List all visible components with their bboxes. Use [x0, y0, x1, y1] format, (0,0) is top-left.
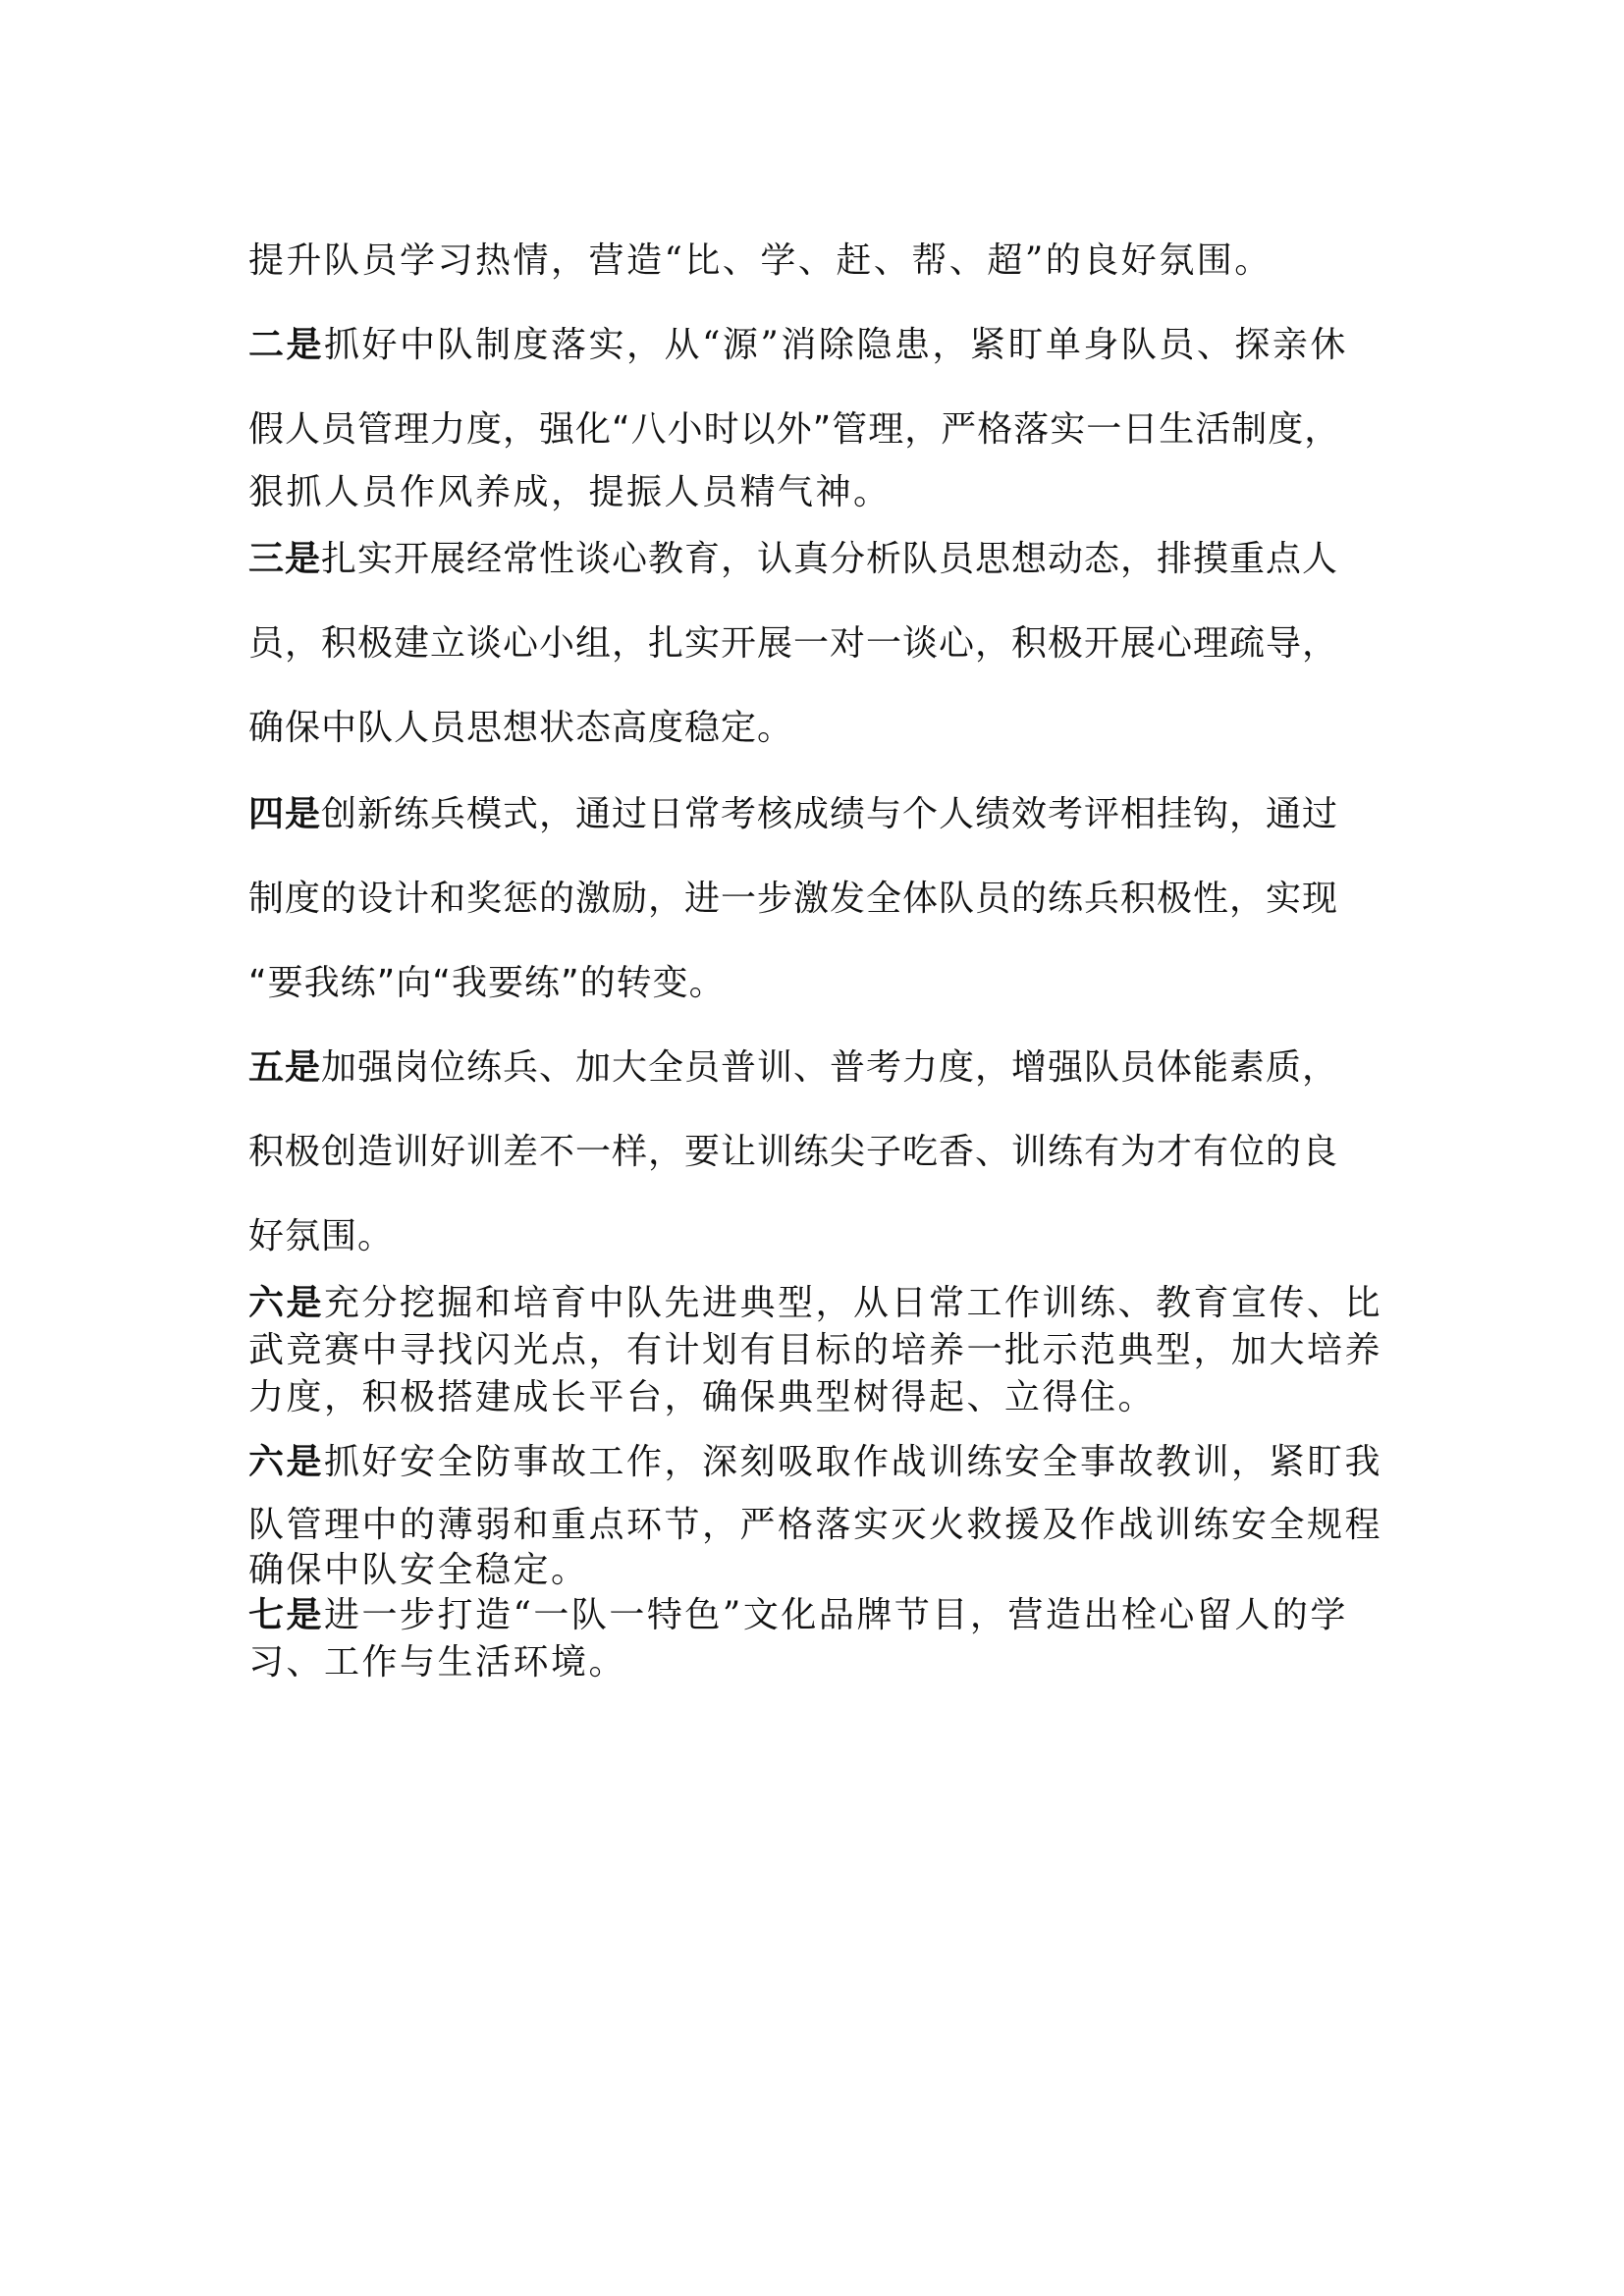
paragraph-4-text-1: 加强岗位练兵、加大全员普训、普考力度，增强队员体能素质， — [321, 1047, 1339, 1088]
paragraph-0-line-1: 提升队员学习热情，营造“比、学、赶、帮、超”的良好氛围。 — [248, 240, 1272, 281]
paragraph-3-text-1: 创新练兵模式，通过日常考核成绩与个人绩效考评相挂钩，通过 — [321, 794, 1339, 834]
paragraph-2-line-1 — [248, 536, 1397, 583]
paragraph-4-line-3: 好氛围。 — [248, 1216, 395, 1256]
paragraph-3-line-2: 制度的设计和奖惩的激励，进一步激发全体队员的练兵积极性，实现 — [248, 879, 1339, 919]
paragraph-6-text-1: 抓好安全防事故工作，深刻吸取作战训练安全事故教训，紧盯我 — [324, 1442, 1383, 1482]
paragraph-5-line-3: 力度，积极搭建成长平台，确保典型树得起、立得住。 — [248, 1377, 1157, 1417]
paragraph-2-lead: 三是 — [248, 539, 322, 579]
paragraph-3-lead: 四是 — [248, 794, 322, 834]
paragraph-3-line-3: “要我练”向“我要练”的转变。 — [248, 963, 726, 1003]
paragraph-4-line-2: 积极创造训好训差不一样，要让训练尖子吃香、训练有为才有位的良 — [248, 1132, 1339, 1172]
paragraph-5-text-1: 充分挖掘和培育中队先进典型，从日常工作训练、教育宣传、比 — [324, 1283, 1383, 1323]
paragraph-5-line-1 — [248, 1280, 1397, 1327]
paragraph-7-text-1: 进一步打造“一队一特色”文化品牌节目，营造出栓心留人的学 — [324, 1595, 1348, 1635]
paragraph-6-line-2: 队管理中的薄弱和重点环节，严格落实灭火救援及作战训练安全规程 — [248, 1505, 1383, 1545]
paragraph-1-line-1 — [248, 322, 1397, 369]
paragraph-6-line-3: 确保中队安全稳定。 — [248, 1550, 589, 1590]
paragraph-7-line-1 — [248, 1592, 1397, 1639]
paragraph-2-line-2: 员，积极建立谈心小组，扎实开展一对一谈心，积极开展心理疏导， — [248, 623, 1339, 664]
paragraph-3-line-1 — [248, 791, 1397, 838]
paragraph-1-line-2: 假人员管理力度，强化“八小时以外”管理，严格落实一日生活制度， — [248, 409, 1341, 450]
paragraph-2-text-1: 扎实开展经常性谈心教育，认真分析队员思想动态，排摸重点人 — [321, 539, 1339, 579]
paragraph-7-lead: 七是 — [248, 1595, 325, 1635]
paragraph-5-lead: 六是 — [248, 1283, 325, 1323]
paragraph-6-lead: 六是 — [248, 1442, 325, 1482]
paragraph-4-lead: 五是 — [248, 1047, 322, 1088]
paragraph-5-line-2: 武竞赛中寻找闪光点，有计划有目标的培养一批示范典型，加大培养 — [248, 1330, 1383, 1370]
paragraph-2-line-3: 确保中队人员思想状态高度稳定。 — [248, 708, 794, 748]
paragraph-4-line-1 — [248, 1044, 1397, 1092]
paragraph-7-line-2: 习、工作与生活环境。 — [248, 1642, 627, 1682]
paragraph-1-lead: 二是 — [248, 325, 325, 365]
paragraph-1-text-1: 抓好中队制度落实，从“源”消除隐患，紧盯单身队员、探亲休 — [324, 325, 1348, 365]
paragraph-1-line-3: 狠抓人员作风养成，提振人员精气神。 — [248, 472, 892, 512]
paragraph-6-line-1 — [248, 1439, 1397, 1486]
